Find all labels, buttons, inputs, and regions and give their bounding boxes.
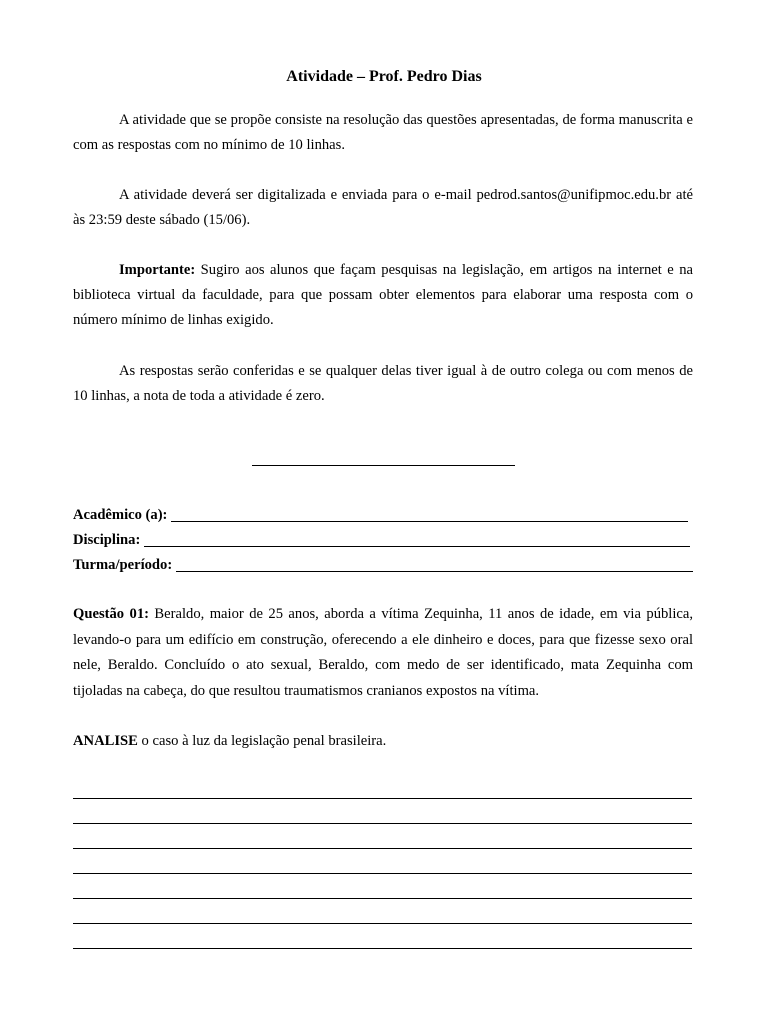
important-text: Sugiro aos alunos que façam pesquisas na legislação, em artigos na internet e na biblioteca virtual da faculdade, para que possam obter elementos para elaborar uma resposta com o número mínimo de linhas exigido. xyxy=(73,262,693,328)
field-disciplina-line[interactable] xyxy=(144,546,690,547)
important-label: Importante: xyxy=(119,262,196,278)
paragraph-important xyxy=(73,258,693,333)
field-turma[interactable] xyxy=(73,553,693,575)
answer-line[interactable] xyxy=(73,848,692,849)
answer-line[interactable] xyxy=(73,923,692,924)
answer-line[interactable] xyxy=(73,873,692,874)
field-disciplina-label: Disciplina: xyxy=(73,532,141,548)
answer-line[interactable] xyxy=(73,823,692,824)
paragraph-grading: As respostas serão conferidas e se qualquer delas tiver igual à de outro colega ou com menos de 10 linhas, a nota de toda a atividade é zero. xyxy=(73,363,693,404)
field-turma-line[interactable] xyxy=(176,571,693,572)
answer-line[interactable] xyxy=(73,798,692,799)
field-turma-label: Turma/período: xyxy=(73,557,173,573)
question-instruction xyxy=(73,729,693,755)
paragraph-instructions: A atividade que se propõe consiste na resolução das questões apresentadas, de forma manuscrita e com as respostas com no mínimo de 10 linhas. xyxy=(73,112,693,153)
field-disciplina[interactable] xyxy=(73,528,690,550)
question-instruction-bold: ANALISE xyxy=(73,733,138,749)
question-instruction-text: o caso à luz da legislação penal brasileira. xyxy=(137,733,387,749)
answer-line[interactable] xyxy=(73,898,692,899)
page-title: Atividade – Prof. Pedro Dias xyxy=(286,68,482,85)
question-01-text: Beraldo, maior de 25 anos, aborda a vítima Zequinha, 11 anos de idade, em via pública, levando-o para um edifício em construção, oferecendo a ele dinheiro e doces, para que fizesse sexo oral nele, Beraldo. Concluído o ato sexual, Beraldo, com medo de ser identificado, mata Zequinha com tijoladas na cabeça, do que resultou traumatismos cranianos expostos na vítima. xyxy=(73,606,693,699)
question-01-label: Questão 01: xyxy=(73,606,149,622)
paragraph-submission: A atividade deverá ser digitalizada e enviada para o e-mail pedrod.santos@unifipmoc.edu.br até às 23:59 deste sábado (15/06). xyxy=(73,187,693,228)
separator-line xyxy=(252,465,515,466)
field-academico-label: Acadêmico (a): xyxy=(73,507,168,523)
answer-line[interactable] xyxy=(73,948,692,949)
field-academico-line[interactable] xyxy=(171,521,688,522)
question-01 xyxy=(73,602,693,704)
field-academico[interactable] xyxy=(73,503,688,525)
